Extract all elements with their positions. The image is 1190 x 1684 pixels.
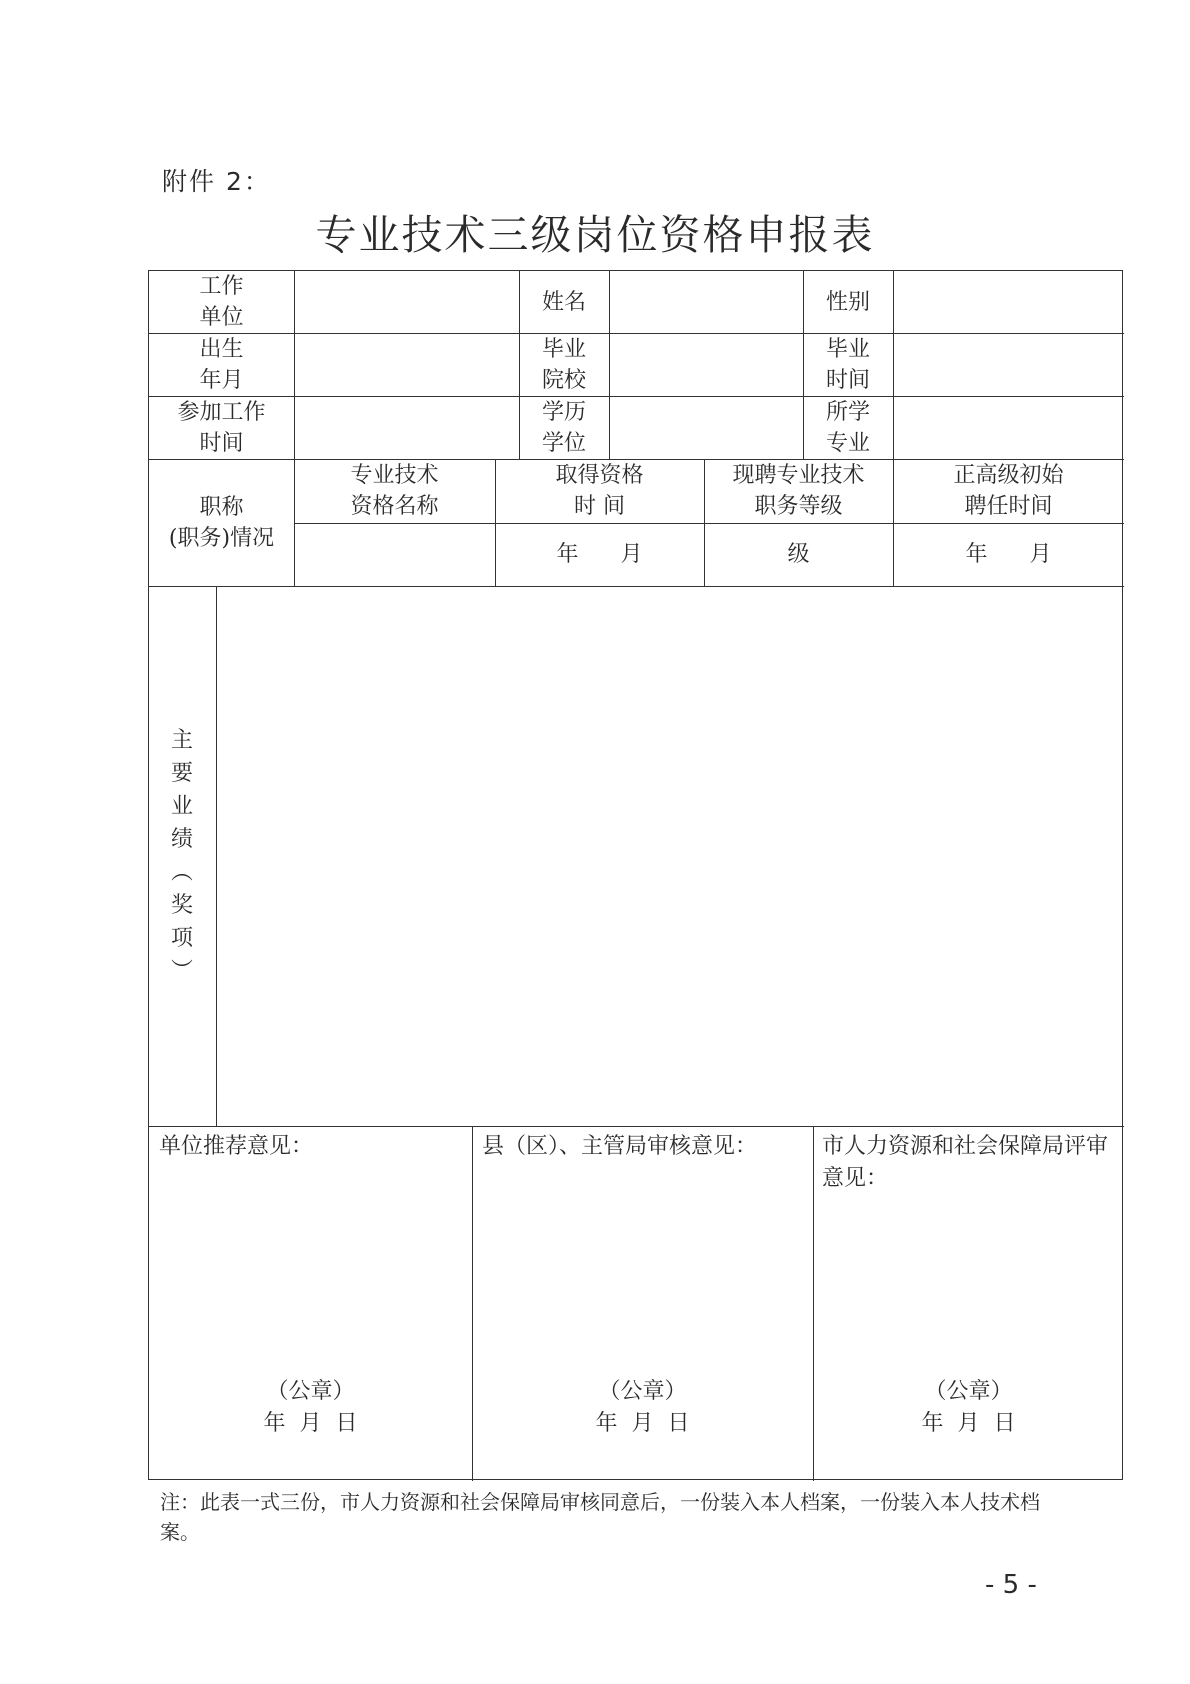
field-gender[interactable] — [893, 271, 1124, 333]
header-qualification-time: 取得资格 时 间 — [555, 463, 644, 519]
seal-county: （公章） — [598, 1379, 687, 1404]
row-divider — [149, 1126, 1124, 1127]
field-name[interactable] — [609, 271, 803, 333]
header-initial-appointment: 正高级初始 聘任时间 — [953, 463, 1064, 519]
field-qualification-time[interactable]: 年 月 — [556, 542, 643, 567]
field-work-unit[interactable] — [294, 271, 519, 333]
form-title: 专业技术三级岗位资格申报表 — [315, 211, 875, 259]
seal-city: （公章） — [924, 1379, 1013, 1404]
field-current-grade[interactable]: 级 — [787, 542, 810, 567]
field-main-achievements[interactable] — [217, 587, 1123, 1125]
form-note: 注：此表一式三份，市人力资源和社会保障局审核同意后，一份装入本人档案，一份装入本人技术档案。 — [160, 1490, 1040, 1544]
date-city: 年 月 日 — [921, 1411, 1016, 1436]
field-major[interactable] — [893, 396, 1124, 459]
field-graduation-time[interactable] — [893, 333, 1124, 396]
field-work-start[interactable] — [294, 396, 519, 459]
label-education-degree: 学历 学位 — [541, 399, 586, 456]
field-initial-appointment[interactable]: 年 月 — [965, 542, 1052, 567]
label-name: 姓名 — [541, 289, 586, 315]
field-education-degree[interactable] — [609, 396, 803, 459]
header-current-grade: 现聘专业技术 职务等级 — [732, 463, 865, 519]
label-graduation-school: 毕业 院校 — [541, 336, 586, 393]
field-birth-date[interactable] — [294, 333, 519, 396]
opinion-unit-recommendation: 单位推荐意见： — [159, 1134, 314, 1159]
opinion-county-review: 县（区）、主管局审核意见： — [482, 1134, 758, 1159]
date-county: 年 月 日 — [595, 1411, 690, 1436]
page-number: - 5 - — [985, 1570, 1037, 1600]
date-unit: 年 月 日 — [263, 1411, 358, 1436]
label-work-unit: 工作 单位 — [199, 274, 244, 330]
label-work-start: 参加工作 时间 — [177, 399, 266, 456]
header-qualification-name: 专业技术 资格名称 — [350, 463, 439, 519]
label-title-status: 职称 (职务)情况 — [168, 494, 275, 551]
label-birth-date: 出生 年月 — [199, 336, 244, 393]
application-form-table — [148, 270, 1123, 1480]
attachment-label: 附件 2： — [162, 167, 271, 196]
opinion-city-review: 市人力资源和社会保障局评审意见： — [822, 1134, 1109, 1191]
seal-unit: （公章） — [266, 1379, 355, 1404]
label-graduation-time: 毕业 时间 — [825, 336, 870, 393]
label-gender: 性别 — [825, 289, 870, 315]
label-major: 所学 专业 — [825, 399, 870, 456]
label-main-achievements: 主 要 业 绩 ︵ 奖 项 ︶ — [170, 728, 193, 984]
field-graduation-school[interactable] — [609, 333, 803, 396]
field-qualification-name[interactable] — [294, 523, 495, 586]
